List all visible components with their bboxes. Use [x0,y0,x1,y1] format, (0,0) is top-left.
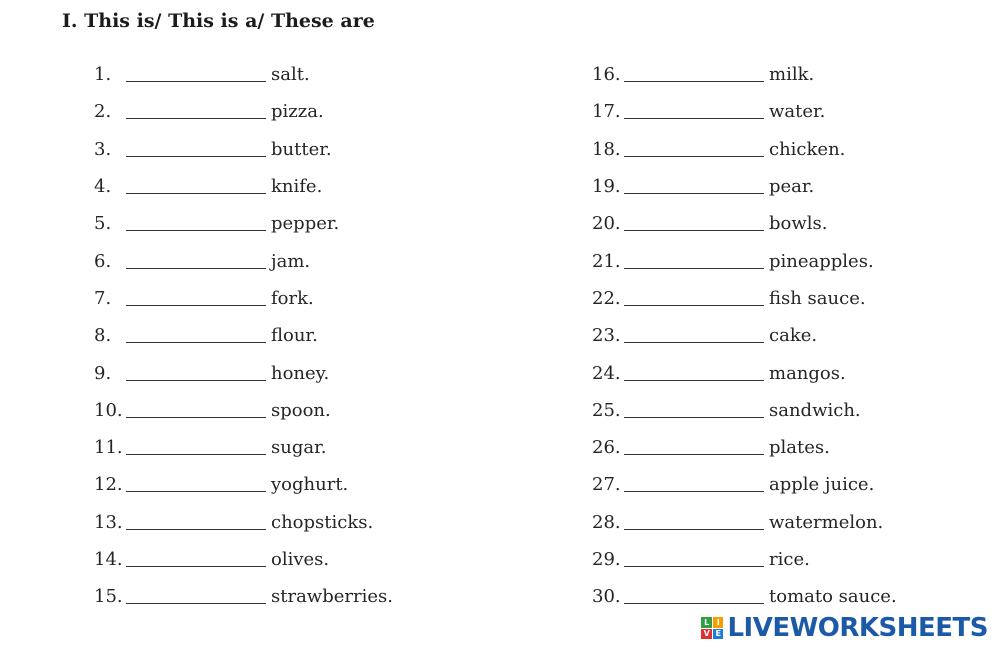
item-number: 2. [94,101,112,123]
answer-blank[interactable] [624,566,764,567]
item-number: 9. [94,362,112,384]
left-column [94,56,393,615]
exercise-item [592,205,897,242]
item-word: pizza. [271,101,324,123]
item-number: 21. [592,250,621,272]
item-number: 13. [94,511,123,533]
logo-mark-cell: I [713,617,724,628]
answer-blank[interactable] [126,603,266,604]
exercise-item [592,504,897,541]
answer-blank[interactable] [126,268,266,269]
answer-blank[interactable] [126,342,266,343]
exercise-item [592,429,897,466]
answer-blank[interactable] [126,380,266,381]
exercise-item [94,317,393,354]
item-word: pineapples. [769,250,874,272]
exercise-item [94,429,393,466]
answer-blank[interactable] [624,342,764,343]
item-word: pepper. [271,213,340,235]
item-number: 22. [592,287,621,309]
exercise-item [592,466,897,503]
answer-blank[interactable] [126,230,266,231]
item-number: 25. [592,399,621,421]
exercise-item [94,354,393,391]
item-word: fish sauce. [769,287,866,309]
exercise-item [94,504,393,541]
exercise-item [592,317,897,354]
answer-blank[interactable] [624,603,764,604]
exercise-item [592,541,897,578]
answer-blank[interactable] [624,380,764,381]
item-word: apple juice. [769,474,875,496]
answer-blank[interactable] [624,230,764,231]
item-number: 16. [592,64,621,86]
item-number: 3. [94,138,112,160]
answer-blank[interactable] [624,156,764,157]
answer-blank[interactable] [126,417,266,418]
item-number: 17. [592,101,621,123]
exercise-item [94,541,393,578]
answer-blank[interactable] [624,118,764,119]
exercise-item [94,280,393,317]
item-number: 28. [592,511,621,533]
item-number: 27. [592,474,621,496]
item-number: 18. [592,138,621,160]
item-word: rice. [769,549,810,570]
exercise-item [94,56,393,93]
exercise-item [94,466,393,503]
answer-blank[interactable] [126,193,266,194]
exercise-item [94,392,393,429]
logo-mark-cell: L [701,617,712,628]
item-number: 5. [94,213,112,235]
answer-blank[interactable] [624,417,764,418]
answer-blank[interactable] [624,454,764,455]
answer-blank[interactable] [126,454,266,455]
exercise-item [94,205,393,242]
item-number: 20. [592,213,621,235]
item-number: 26. [592,437,621,459]
item-number: 29. [592,549,621,570]
answer-blank[interactable] [624,193,764,194]
answer-blank[interactable] [624,529,764,530]
item-number: 8. [94,325,112,347]
item-word: strawberries. [271,586,393,608]
answer-blank[interactable] [126,118,266,119]
item-word: yoghurt. [271,474,349,496]
item-word: chopsticks. [271,511,374,533]
logo-mark-cell: V [701,629,712,640]
item-number: 12. [94,474,123,496]
answer-blank[interactable] [126,491,266,492]
item-word: water. [769,101,826,123]
item-word: milk. [769,64,815,86]
item-number: 11. [94,437,123,459]
item-number: 23. [592,325,621,347]
exercise-item [94,168,393,205]
item-number: 10. [94,399,123,421]
logo-mark-cell: E [713,629,724,640]
right-column [592,56,897,615]
answer-blank[interactable] [624,268,764,269]
exercise-item [592,578,897,615]
item-word: flour. [271,325,318,347]
answer-blank[interactable] [624,491,764,492]
item-number: 19. [592,176,621,198]
item-word: chicken. [769,138,846,160]
item-word: watermelon. [769,511,884,533]
answer-blank[interactable] [126,156,266,157]
item-number: 1. [94,64,112,86]
item-word: cake. [769,325,818,347]
item-number: 7. [94,287,112,309]
exercise-item [94,578,393,615]
exercise-item [592,280,897,317]
item-word: spoon. [271,399,331,421]
exercise-item [592,242,897,279]
item-word: jam. [271,250,311,272]
item-word: pear. [769,176,815,198]
worksheet-title: I. This is/ This is a/ These are [62,10,375,32]
item-word: sandwich. [769,399,861,421]
item-number: 24. [592,362,621,384]
item-word: mangos. [769,362,846,384]
exercise-item [592,354,897,391]
item-number: 14. [94,549,123,570]
item-word: bowls. [769,213,828,235]
exercise-item [592,392,897,429]
answer-blank[interactable] [126,81,266,82]
item-word: knife. [271,176,323,198]
item-number: 30. [592,586,621,608]
item-word: salt. [271,64,310,86]
item-word: olives. [271,549,330,570]
exercise-item [592,56,897,93]
logo-text: LIVEWORKSHEETS [727,613,988,643]
item-word: plates. [769,437,830,459]
liveworksheets-logo [701,613,988,643]
item-number: 4. [94,176,112,198]
answer-blank[interactable] [126,529,266,530]
exercise-item [592,131,897,168]
exercise-item [592,93,897,130]
answer-blank[interactable] [126,305,266,306]
answer-blank[interactable] [624,305,764,306]
item-number: 15. [94,586,123,608]
exercise-item [94,131,393,168]
answer-blank[interactable] [624,81,764,82]
item-word: butter. [271,138,332,160]
answer-blank[interactable] [126,566,266,567]
item-word: sugar. [271,437,327,459]
exercise-item [592,168,897,205]
item-word: honey. [271,362,330,384]
logo-mark-icon [701,617,723,639]
exercise-item [94,242,393,279]
exercise-item [94,93,393,130]
item-word: fork. [271,287,314,309]
item-number: 6. [94,250,112,272]
item-word: tomato sauce. [769,586,897,608]
